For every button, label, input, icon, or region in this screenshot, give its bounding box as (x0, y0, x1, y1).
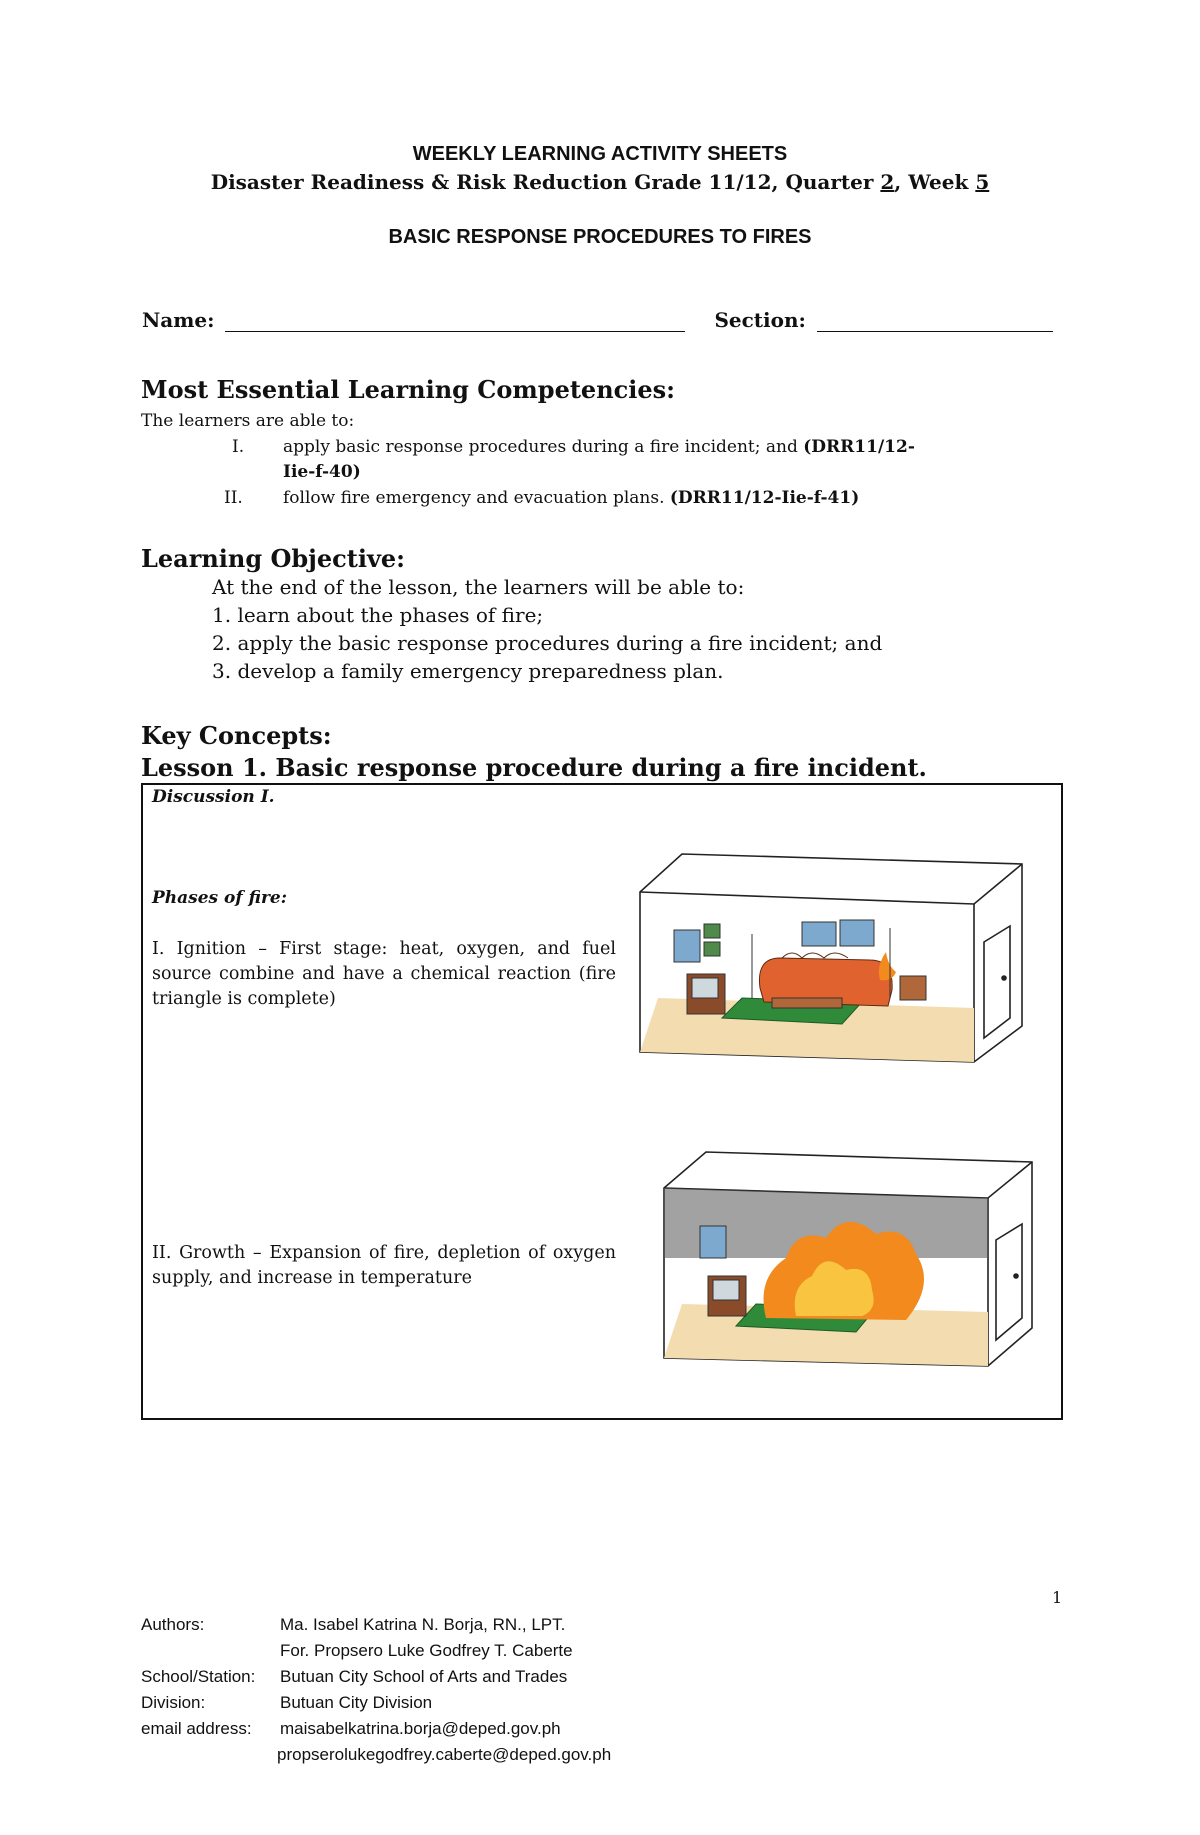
competency-text-2: follow fire emergency and evacuation plans. (283, 488, 670, 508)
discussion-label: Discussion I. (152, 787, 275, 807)
quarter-number: 2 (880, 170, 895, 194)
room-ignition-illustration (632, 848, 1027, 1063)
sheet-title: WEEKLY LEARNING ACTIVITY SHEETS (412, 143, 788, 165)
school-label: School/Station: (141, 1667, 256, 1686)
division-label: Division: (141, 1693, 206, 1712)
author-2: For. Propsero Luke Godfrey T. Caberte (280, 1641, 573, 1660)
door-icon (984, 926, 1010, 1038)
name-section-row (142, 308, 1053, 332)
competency-item-2 (283, 486, 1063, 511)
school-value: Butuan City School of Arts and Trades (280, 1667, 568, 1686)
name-label: Name: (142, 308, 215, 332)
competencies-intro: The learners are able to: (141, 411, 355, 431)
name-input-line[interactable] (225, 311, 685, 332)
objective-item-1: 1. learn about the phases of fire; (212, 603, 544, 627)
key-concepts-heading: Key Concepts: (141, 721, 332, 750)
phase-growth-text: II. Growth – Expansion of fire, depletion of oxygen supply, and increase in temperature (152, 1243, 616, 1288)
wall-painting-icon-2 (840, 920, 874, 946)
competency-item-1 (283, 435, 1063, 460)
small-frame-icon-2 (704, 942, 720, 956)
authors-label: Authors: (141, 1615, 205, 1634)
competency-num-2: II. (224, 488, 243, 508)
objective-item-2: 2. apply the basic response procedures during a fire incident; and (212, 631, 883, 655)
small-frame-icon (704, 924, 720, 938)
side-table-icon (900, 976, 926, 1000)
topic-title: BASIC RESPONSE PROCEDURES TO FIRES (388, 226, 812, 248)
phase-ignition-text: I. Ignition – First stage: heat, oxygen, and fuel source combine and have a chemical reaction (fire triangle is complete) (152, 939, 616, 1009)
competency-code-1a: (DRR11/12- (803, 437, 915, 457)
objective-item-3: 3. develop a family emergency preparedness plan. (212, 659, 724, 683)
picture-frame-icon (674, 930, 700, 962)
competencies-heading: Most Essential Learning Competencies: (141, 375, 676, 404)
coffee-table-icon (772, 998, 842, 1008)
section-label: Section: (714, 308, 806, 332)
section-input-line[interactable] (817, 311, 1053, 332)
room-growth-illustration (656, 1148, 1036, 1368)
competency-code-2: (DRR11/12-Iie-f-41) (669, 488, 860, 508)
competency-text-1: apply basic response procedures during a fire incident; and (283, 437, 804, 457)
lesson-heading: Lesson 1. Basic response procedure during a fire incident. (141, 753, 927, 782)
subtitle-prefix: Disaster Readiness & Risk Reduction Grade 11/12, Quarter (210, 170, 881, 194)
week-label: , Week (894, 170, 976, 194)
email-label: email address: (141, 1719, 252, 1738)
email-2[interactable]: propserolukegodfrey.caberte@deped.gov.ph (277, 1745, 612, 1764)
division-value: Butuan City Division (280, 1693, 433, 1712)
tv-screen-icon (692, 978, 718, 998)
footer-credits (141, 1612, 1041, 1802)
wall-painting-icon (802, 922, 836, 946)
week-number: 5 (975, 170, 990, 194)
author-1: Ma. Isabel Katrina N. Borja, RN., LPT. (280, 1615, 566, 1634)
objective-intro: At the end of the lesson, the learners will be able to: (212, 575, 745, 599)
page-number: 1 (1052, 1588, 1063, 1607)
email-1[interactable]: maisabelkatrina.borja@deped.gov.ph (280, 1719, 561, 1738)
competency-num-1: I. (232, 437, 245, 457)
sheet-subtitle (0, 170, 1200, 194)
picture-frame-icon (700, 1226, 726, 1258)
competency-code-1b: Iie-f-40) (283, 462, 361, 482)
tv-screen-icon (713, 1280, 739, 1300)
phases-label: Phases of fire: (152, 888, 288, 908)
objective-heading: Learning Objective: (141, 544, 406, 573)
